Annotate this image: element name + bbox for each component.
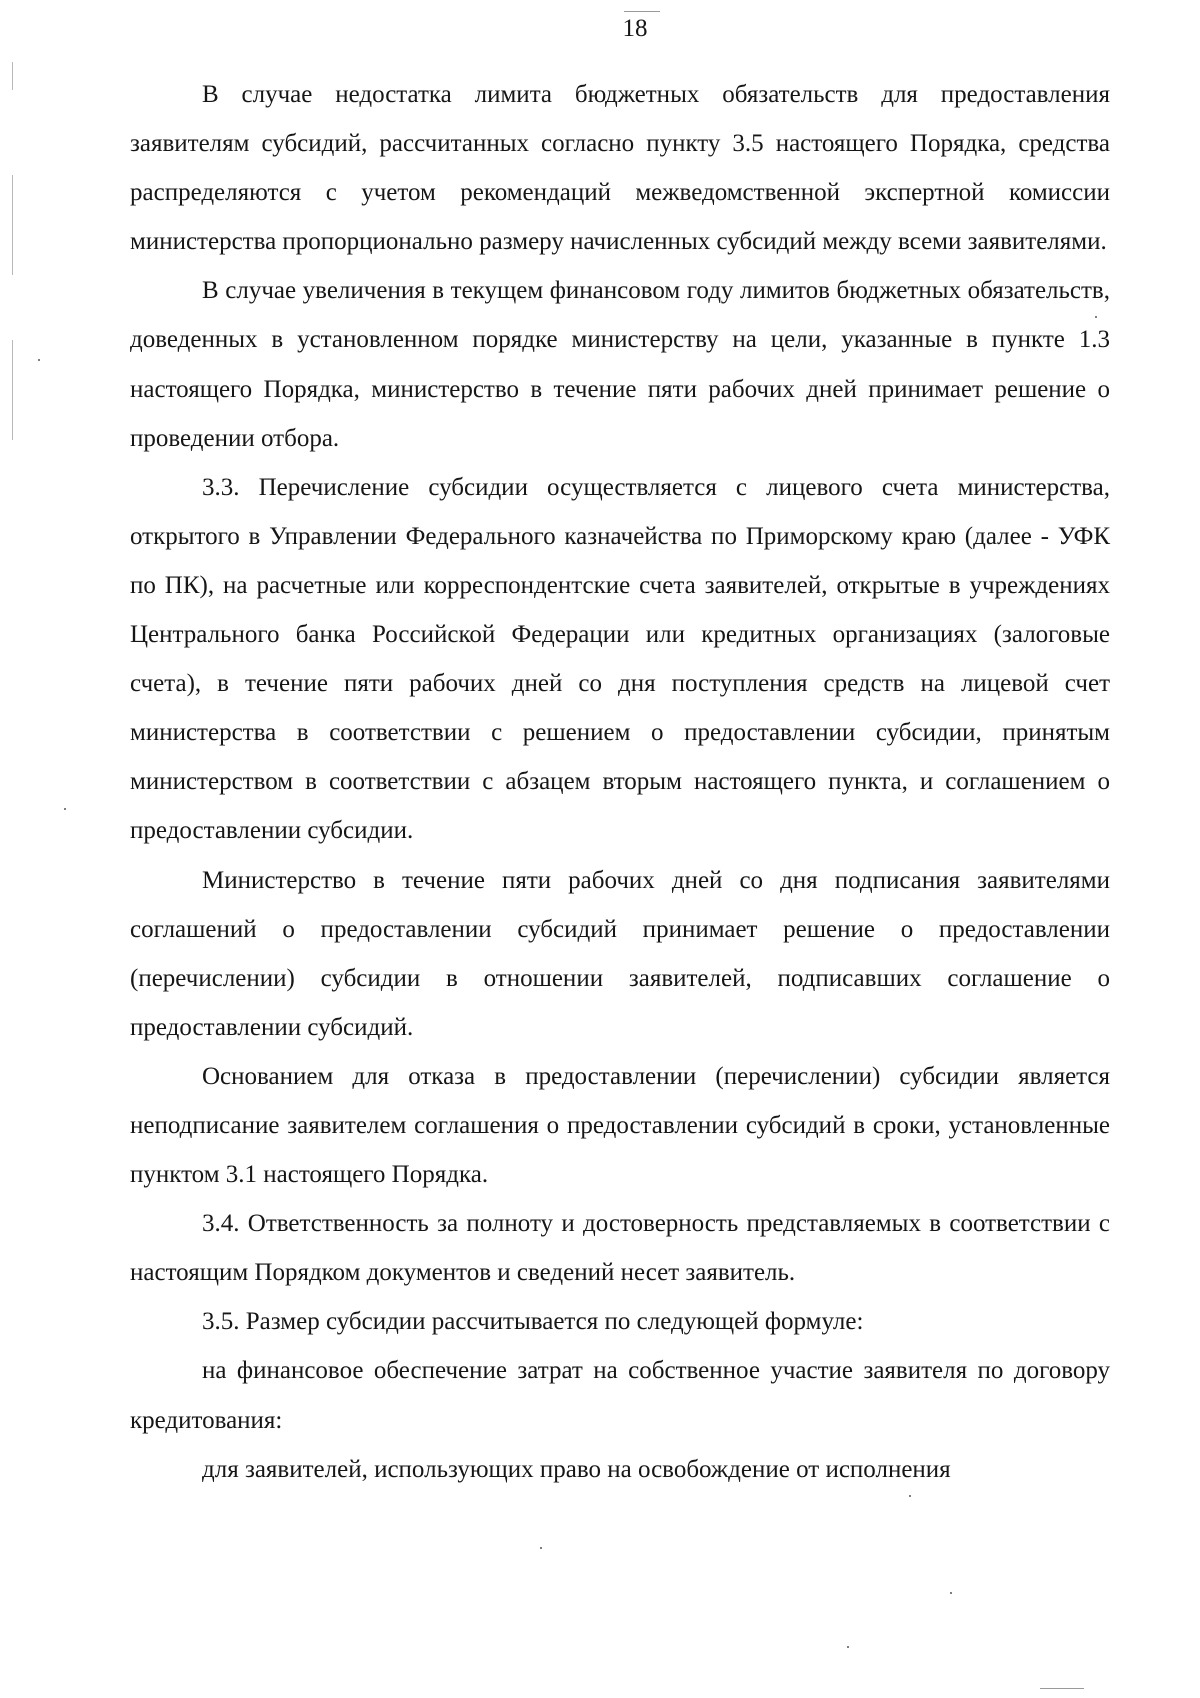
scan-speck [950,1592,952,1594]
scan-artifact-line [624,11,660,12]
scan-speck [540,1547,542,1549]
paragraph-section-3-5: 3.5. Размер субсидии рассчитывается по следующей формуле: [202,1308,864,1336]
scan-margin-mark [12,62,13,90]
document-body [130,70,1110,1494]
scan-speck [64,808,66,810]
scan-artifact-line [1040,1688,1084,1689]
scan-speck [909,1495,911,1497]
paragraph-section-3-4: 3.4. Ответственность за полноту и достоверность представляемых в соответствии с настоящим Порядком документов и сведений несет заявитель. [130,1210,1110,1287]
page-number: 18 [622,15,648,42]
scan-speck [38,359,40,361]
scan-speck [847,1646,849,1648]
paragraph-refusal-grounds: Основанием для отказа в предоставлении (перечислении) субсидии является неподписание заявителем соглашения о предоставлении субсидий в сроки, установленные пунктом 3.1 настоящего Порядка. [130,1062,1110,1189]
paragraph-budget-limit-increase: В случае увеличения в текущем финансовом году лимитов бюджетных обязательств, доведенных в установленном порядке министерству на цели, указанные в пункте 1.3 настоящего Порядка, министерство в течение пяти рабочих дней принимает решение о проведении отбора. [130,277,1110,452]
scan-margin-mark [12,175,13,275]
paragraph-budget-limit-shortage: В случае недостатка лимита бюджетных обязательств для предоставления заявителям субсидий, рассчитанных согласно пункту 3.5 настоящего Порядка, средства распределяются с учетом рекомендаций межведомственной экспертной комиссии министерства пропорционально размеру начисленных субсидий между всеми заявителями. [130,81,1110,256]
paragraph-financial-support: на финансовое обеспечение затрат на собственное участие заявителя по договору кредитования: [130,1357,1110,1434]
paragraph-ministry-decision: Министерство в течение пяти рабочих дней со дня подписания заявителями соглашений о предоставлении субсидий принимает решение о предоставлении (перечислении) субсидии в отношении заявителей, подписавших соглашение о предоставлении субсидий. [130,866,1110,1041]
paragraph-applicants-exemption: для заявителей, использующих право на освобождение от исполнения [202,1455,951,1483]
paragraph-section-3-3: 3.3. Перечисление субсидии осуществляется с лицевого счета министерства, открытого в Управлении Федерального казначейства по Приморскому краю (далее - УФК по ПК), на расчетные или корреспондентские счета заявителей, открытые в учреждениях Центрального банка Российской Федерации или кредитных организациях (залоговые счета), в течение пяти рабочих дней со дня поступления средств на лицевой счет министерства в соответствии с решением о предоставлении субсидии, принятым министерством в соответствии с абзацем вторым настоящего пункта, и соглашением о предоставлении субсидии. [130,473,1110,845]
scan-margin-mark [12,340,13,440]
